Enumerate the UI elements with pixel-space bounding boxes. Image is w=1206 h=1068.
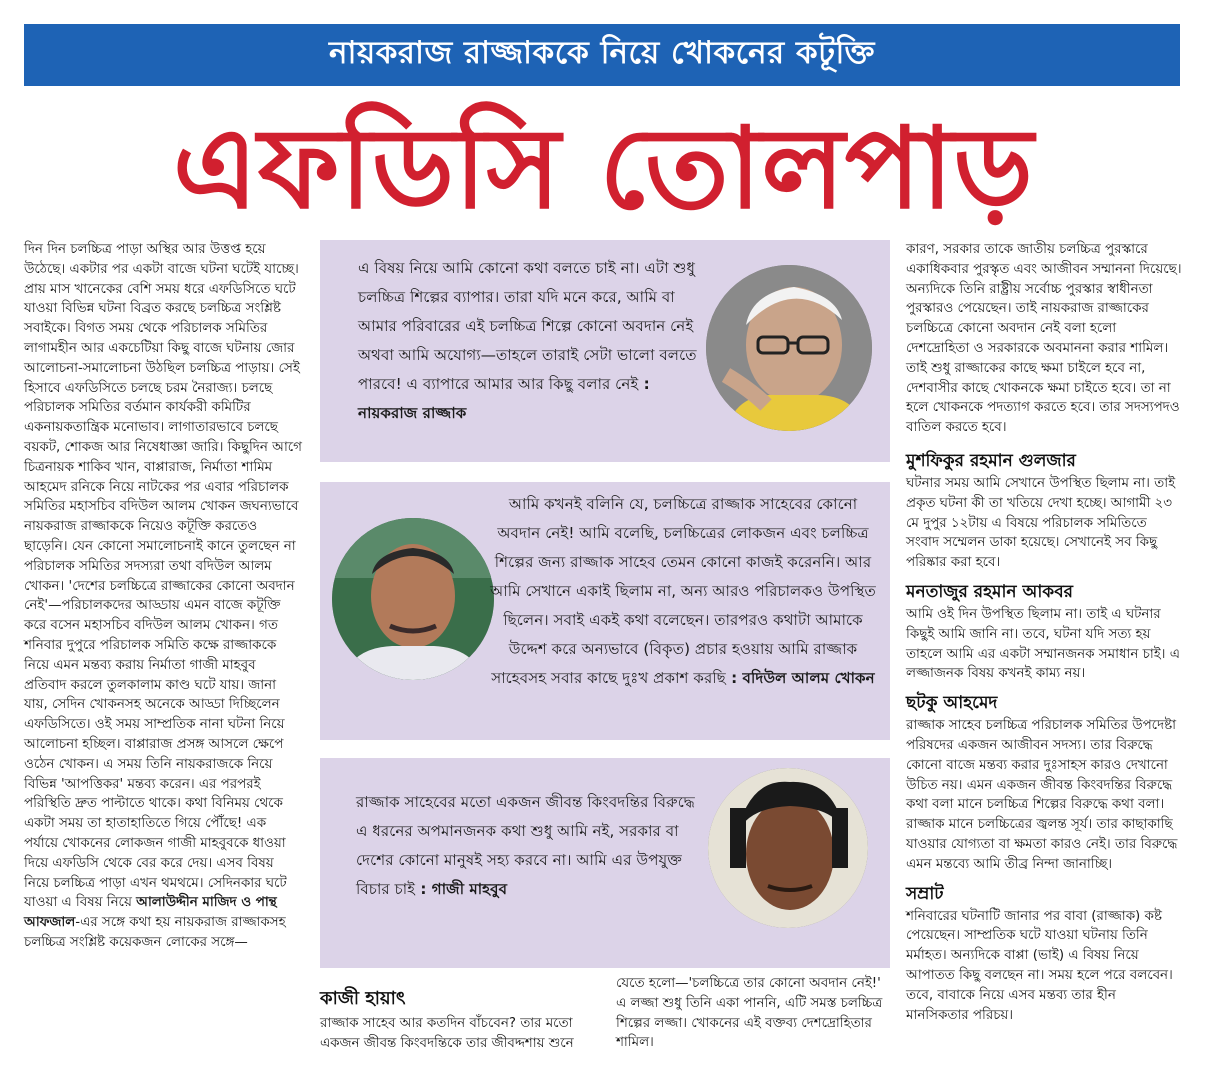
reporter-names: আলাউদ্দীন মাজিদ ও পান্থ আফজাল	[24, 895, 277, 931]
left-body-text: দিন দিন চলচ্চিত্র পাড়া অস্থির আর উত্তপ্ত হয়ে উঠেছে। একটার পর একটা বাজে ঘটনা ঘটেই যাচ্ছে। প্রায় মাস খানেকের বেশি সময় ধরে এফডিসিতে ঘটে যাওয়া বিভিন্ন ঘটনা বিব্রত করছে চলচ্চিত্র সংশ্লিষ্ট সবাইকে। বিগত সময় থেকে পরিচালক সমিতির লাগামহীন আর একচেটিয়া কিছু বাজে ঘটনায় জোর আলোচনা-সমালোচনা উঠছিল চলচ্চিত্র পাড়ায়। সেই হিসাবে এফডিসিতে চলছে চরম নৈরাজ্য। চলছে পরিচালক সমিতির বর্তমান কার্যকরী কমিটির একনায়কতান্ত্রিক মনোভাব। লাগাতারভাবে চলছে বয়কট, শোকজ আর নিষেধাজ্ঞা জারি। কিছুদিন আগে চিত্রনায়ক শাকিব খান, বাপ্পারাজ, নির্মাতা শামিম আহমেদ রনিকে নিয়ে নাটকের পর এবার পরিচালক সমিতির মহাসচিব বদিউল আলম খোকন জঘন্যভাবে নায়করাজ রাজ্জাককে নিয়েও কটূক্তি করতেও ছাড়েনি। যেন কোনো সমালোচনাই কানে তুলছেন না পরিচালক সমিতির সদস্যরা তথা বদিউল আলম খোকন। 'দেশের চলচ্চিত্রে রাজ্জাকের কোনো অবদান নেই'—পরিচালকদের আড্ডায় এমন বাজে কটূক্তি করে বসেন মহাসচিব বদিউল আলম খোকন। গত শনিবার দুপুরে পরিচালক সমিতি কক্ষে রাজ্জাককে নিয়ে এমন মন্তব্য করায় নির্মাতা গাজী মাহবুব প্রতিবাদ করলে তুলকালাম কাণ্ড ঘটে যায়। জানা যায়, সেদিন খোকনসহ অনেকে আড্ডা দিচ্ছিলেন এফডিসিতে। ওই সময় সাম্প্রতিক নানা ঘটনা নিয়ে আলোচনা হচ্ছিল। বাপ্পারাজ প্রসঙ্গ আসলে ক্ষেপে ওঠেন খোকন। এ সময় তিনি নায়করাজকে নিয়ে বিভিন্ন 'আপত্তিকর' মন্তব্য করেন। এর পরপরই পরিস্থিতি দ্রুত পাল্টাতে থাকে। কথা বিনিময় থেকে একটা সময় তা হাতাহাতিতে গিয়ে পৌঁছে! এক পর্যায়ে খোকনের লোকজন গাজী মাহবুবকে ধাওয়া দিয়ে এফডিসি থেকে বের করে দেয়। এসব বিষয় নিয়ে চলচ্চিত্র পাড়া এখন থমথমে। সেদিনকার ঘটে যাওয়া এ বিষয় নিয়ে	[24, 242, 302, 911]
headline: এফডিসি তোলপাড়	[172, 104, 1034, 234]
quote-body: রাজ্জাক সাহেবের মতো একজন জীবন্ত কিংবদন্তির বিরুদ্ধে এ ধরনের অপমানজনক কথা শুধু আমি নই, সরকার বা দেশের কোনো মানুষই সহ্য করবে না। আমি এর উপযুক্ত বিচার চাই	[356, 793, 695, 898]
quote-text	[356, 788, 696, 904]
section-body: যেতে হলো—'চলচ্চিত্রে তার কোনো অবদান নেই!' এ লজ্জা শুধু তিনি একা পাননি, এটি সমস্ত চলচ্চিত্র শিল্পের লজ্জা। খোকনের এই বক্তব্য দেশদ্রোহিতার শামিল।	[616, 976, 883, 1051]
section-body: ঘটনার সময় আমি সেখানে উপস্থিত ছিলাম না। তাই প্রকৃত ঘটনা কী তা খতিয়ে দেখা হচ্ছে। আগামী ২৩ মে দুপুর ১২টায় এ বিষয়ে পরিচালক সমিতিতে সংবাদ সম্মেলন ডাকা হয়েছে। সেখানেই সব কিছু পরিষ্কার করা হবে।	[906, 475, 1176, 571]
right-column	[906, 240, 1182, 1025]
quote-text	[488, 490, 878, 693]
section-heading: ছটকু আহমেদ	[906, 693, 998, 714]
quote-text	[358, 254, 714, 428]
quote-box-gazi	[320, 758, 890, 968]
top-banner	[24, 24, 1180, 86]
section-body: রাজ্জাক সাহেব চলচ্চিত্র পরিচালক সমিতির উপদেষ্টা পরিষদের একজন আজীবন সদস্য। তার বিরুদ্ধে কোনো বাজে মন্তব্য করার দুঃসাহস কারও দেখানো উচিত নয়। এমন একজন জীবন্ত কিংবদন্তির বিরুদ্ধে কথা বলা মানে চলচ্চিত্র শিল্পের বিরুদ্ধে কথা বলা। রাজ্জাক মানে চলচ্চিত্রের জ্বলন্ত সূর্য। তার কাছাকাছি যাওয়ার যোগ্যতা বা ক্ষমতা কারও নেই। তার বিরুদ্ধে এমন মন্তব্যে আমি তীব্র নিন্দা জানাচ্ছি।	[906, 718, 1178, 872]
banner-title: নায়করাজ রাজ্জাককে নিয়ে খোকনের কটূক্তি	[328, 35, 876, 71]
left-body-tail: -এর সঙ্গে কথা হয় নায়করাজ রাজ্জাকসহ চলচ্চিত্র সংশ্লিষ্ট কয়েকজন লোকের সঙ্গে—	[24, 915, 286, 950]
section-heading: মনতাজুর রহমান আকবর	[906, 581, 1074, 602]
kazi-hayat-continued	[616, 974, 888, 1053]
section-body: রাজ্জাক সাহেব আর কতদিন বাঁচবেন? তার মতো একজন জীবন্ত কিংবদন্তিকে তার জীবদ্দশায় শুনে	[320, 1016, 574, 1051]
kazi-hayat-column	[320, 986, 588, 1054]
left-column	[24, 240, 302, 953]
quote-box-razzak	[320, 240, 890, 462]
quote-speaker: : নায়করাজ রাজ্জাক	[358, 375, 650, 422]
gazi-photo	[708, 768, 868, 928]
left-column-body	[24, 240, 302, 953]
khokon-photo	[332, 518, 494, 680]
quote-body: আমি কখনই বলিনি যে, চলচ্চিত্রে রাজ্জাক সাহেবের কোনো অবদান নেই! আমি বলেছি, চলচ্চিত্রের লোকজন এবং চলচ্চিত্র শিল্পের জন্য রাজ্জাক সাহেব তেমন কোনো কাজই করেননি। আর আমি সেখানে একাই ছিলাম না, অন্য আরও পরিচালকও উপস্থিত ছিলেন। সবাই একই কথা বলেছেন। তারপরও কথাটা আমাকে উদ্দেশ করে অন্যভাবে (বিকৃত) প্রচার হওয়ায় আমি রাজ্জাক সাহেবসহ সবার কাছে দুঃখ প্রকাশ করছি	[490, 495, 876, 687]
section-heading: কাজী হায়াৎ	[320, 988, 406, 1009]
right-column-intro: কারণ, সরকার তাকে জাতীয় চলচ্চিত্র পুরস্কারে একাধিকবার পুরস্কৃত এবং আজীবন সম্মাননা দিয়েছে। অন্যদিকে তিনি রাষ্ট্রীয় সর্বোচ্চ পুরস্কার স্বাধীনতা পুরস্কারও পেয়েছেন। তাই নায়করাজ রাজ্জাকের চলচ্চিত্রে কোনো অবদান নেই বলা হলো দেশদ্রোহিতা ও সরকারকে অবমাননা করার শামিল। তাই শুধু রাজ্জাকের কাছে ক্ষমা চাইলে হবে না, দেশবাসীর কাছে খোকনকে ক্ষমা চাইতে হবে। তা না হলে খোকনকে পদত্যাগ করতে হবে। তার সদস্যপদও বাতিল করতে হবে।	[906, 242, 1182, 436]
razzak-photo	[706, 265, 872, 431]
quote-body: এ বিষয় নিয়ে আমি কোনো কথা বলতে চাই না। এটা শুধু চলচ্চিত্র শিল্পের ব্যাপার। তারা যদি মনে করে, আমি বা আমার পরিবারের এই চলচ্চিত্র শিল্পে কোনো অবদান নেই অথবা আমি অযোগ্য—তাহলে তারাই সেটা ভালো বলতে পারবে! এ ব্যাপারে আমার আর কিছু বলার নেই	[358, 259, 697, 393]
quote-speaker: : বদিউল আলম খোকন	[725, 669, 875, 687]
quote-box-khokon	[320, 482, 890, 740]
section-body: আমি ওই দিন উপস্থিত ছিলাম না। তাই এ ঘটনার কিছুই আমি জানি না। তবে, ঘটনা যদি সত্য হয় তাহলে আমি এর একটা সম্মানজনক সমাধান চাই। এ লজ্জাজনক বিষয় কখনই কাম্য নয়।	[906, 606, 1180, 682]
quote-speaker: : গাজী মাহবুব	[415, 880, 508, 898]
section-heading: সম্রাট	[906, 883, 944, 904]
section-heading: মুশফিকুর রহমান গুলজার	[906, 450, 1076, 471]
section-body: শনিবারের ঘটনাটি জানার পর বাবা (রাজ্জাক) কষ্ট পেয়েছেন। সাম্প্রতিক ঘটে যাওয়া ঘটনায় তিনি মর্মাহত। অন্যদিকে বাপ্পা (ভাই) এ বিষয় নিয়ে আপাতত কিছু বলছেন না। সময় হলে পরে বলবেন। তবে, বাবাকে নিয়ে এসব মন্তব্য তার হীন মানসিকতার পরিচয়।	[906, 908, 1173, 1023]
